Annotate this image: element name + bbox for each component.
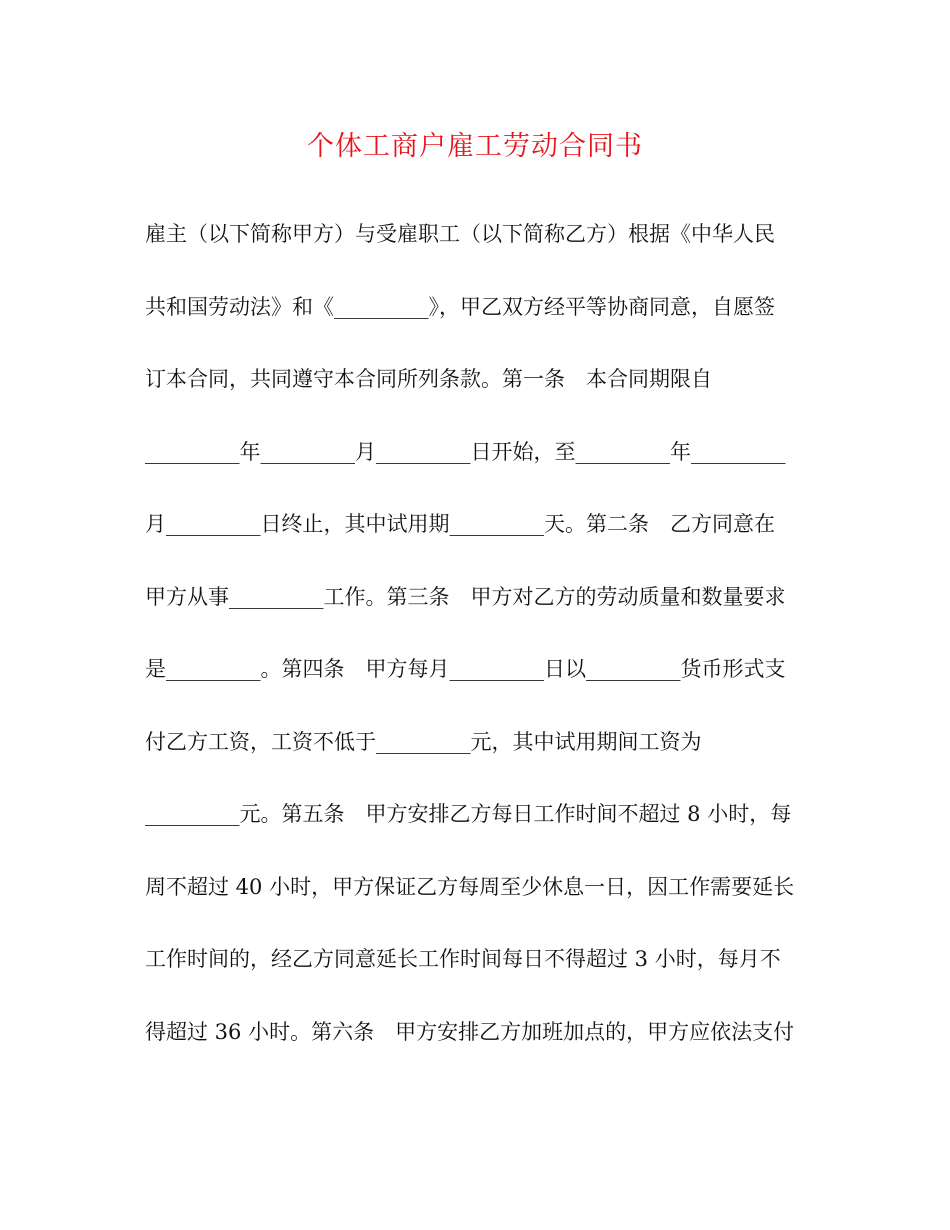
contract-line-3: 订本合同，共同遵守本合同所列条款。第一条 本合同期限自 — [145, 367, 712, 391]
contract-line-11: 工作时间的，经乙方同意延长工作时间每日不得超过 3 小时，每月不 — [145, 947, 781, 971]
contract-line-10: 周不超过 40 小时，甲方保证乙方每周至少休息一日，因工作需要延长 — [145, 875, 795, 899]
contract-line-4: _________年_________月_________日开始，至_________年_________ — [145, 440, 786, 464]
contract-line-7: 是_________。第四条 甲方每月_________日以_________货币形式支 — [145, 657, 786, 681]
contract-line-8: 付乙方工资，工资不低于_________元，其中试用期间工资为 — [145, 730, 702, 754]
contract-line-2: 共和国劳动法》和《_________》，甲乙双方经平等协商同意，自愿签 — [145, 295, 775, 319]
contract-line-1: 雇主（以下简称甲方）与受雇职工（以下简称乙方）根据《中华人民 — [145, 222, 775, 246]
contract-line-12: 得超过 36 小时。第六条 甲方安排乙方加班加点的，甲方应依法支付 — [145, 1020, 795, 1044]
contract-line-5: 月_________日终止，其中试用期_________天。第二条 乙方同意在 — [145, 512, 775, 536]
contract-line-6: 甲方从事_________工作。第三条 甲方对乙方的劳动质量和数量要求 — [145, 585, 786, 609]
document-title: 个体工商户雇工劳动合同书 — [307, 131, 643, 162]
contract-line-9: _________元。第五条 甲方安排乙方每日工作时间不超过 8 小时，每 — [145, 802, 792, 826]
